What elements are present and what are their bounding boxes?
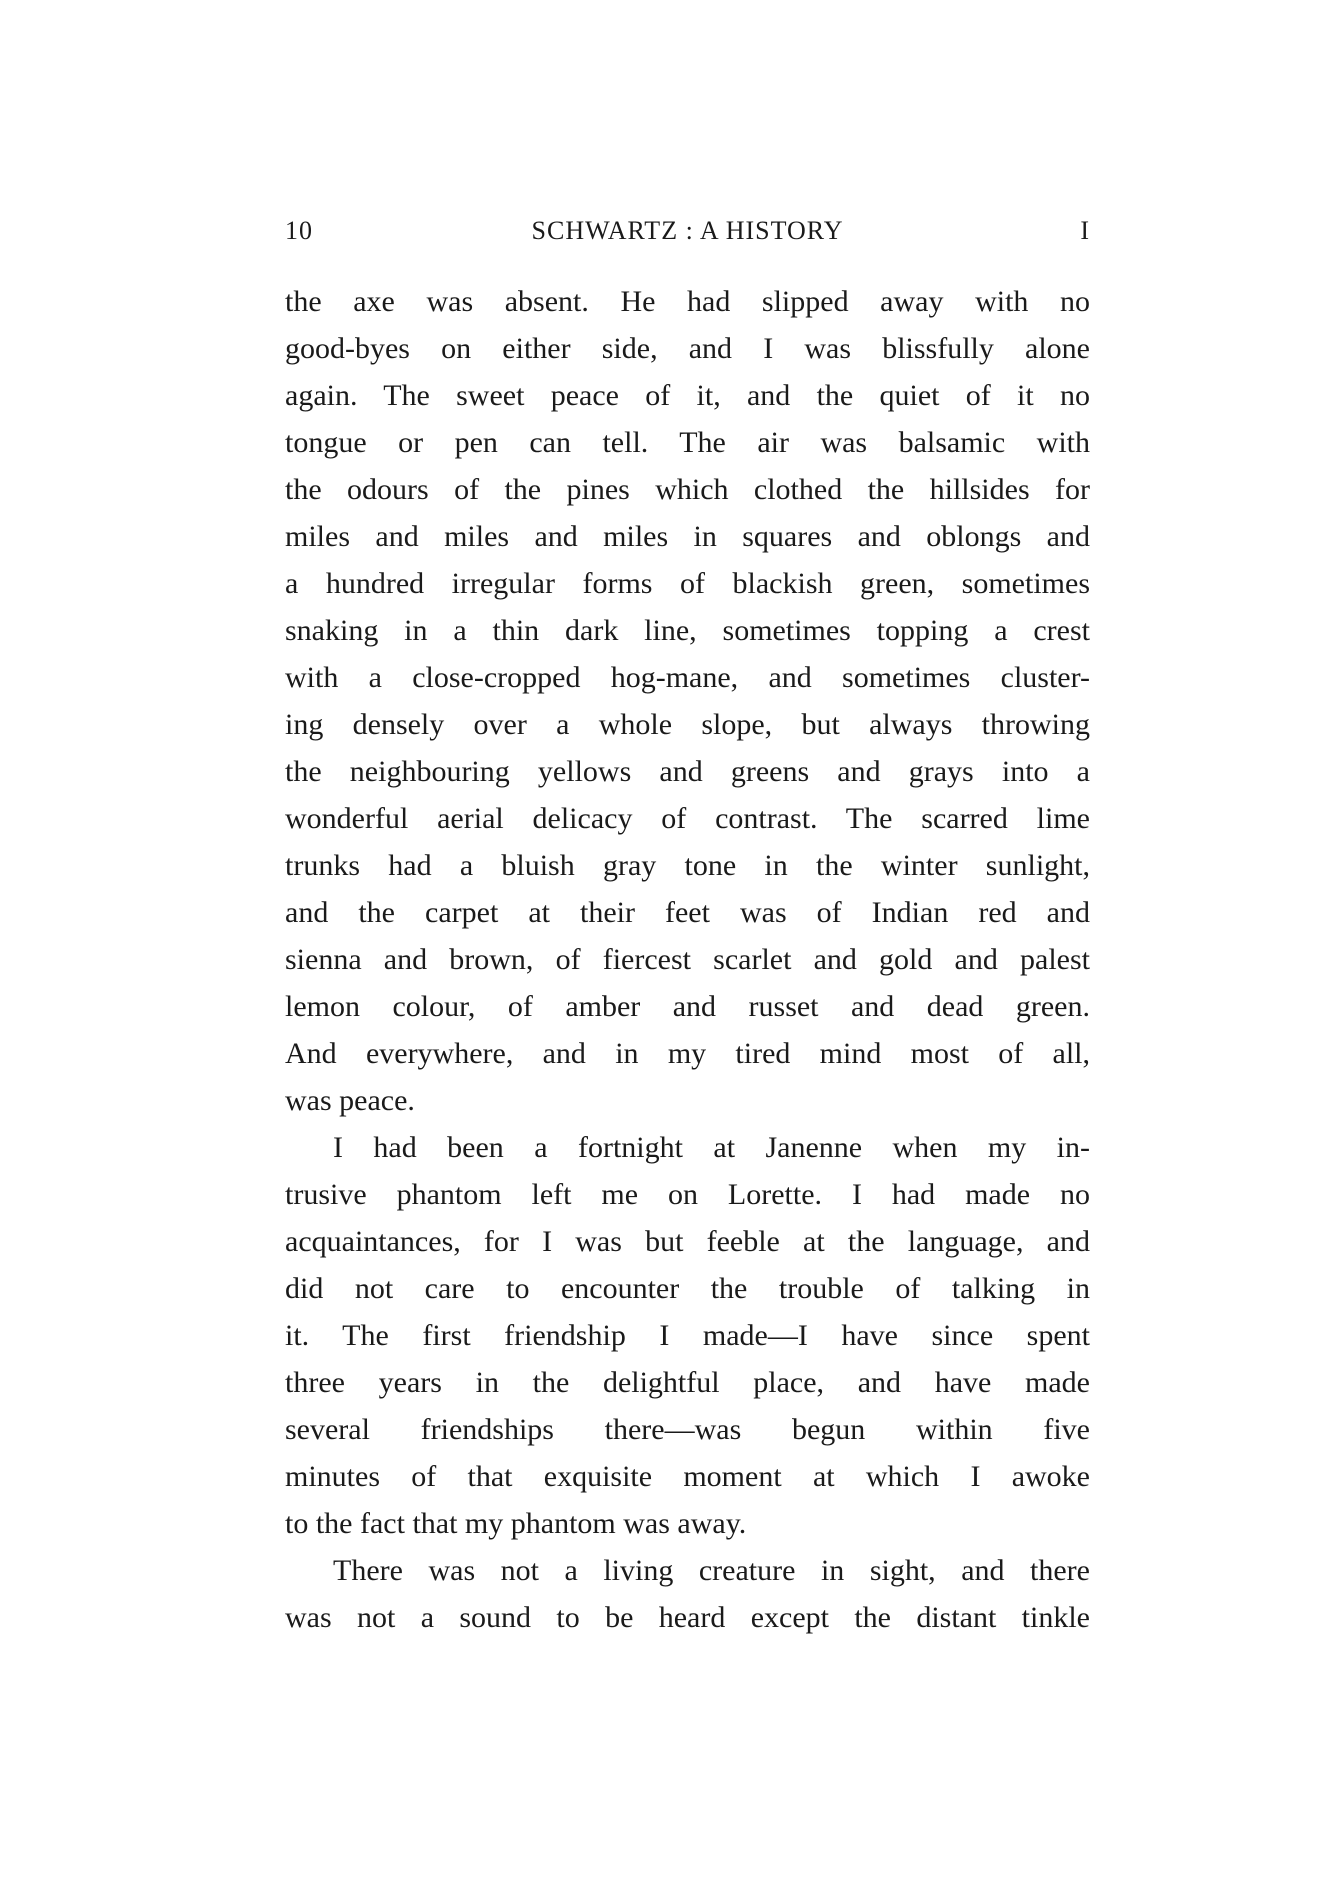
text-line: was peace. (285, 1084, 415, 1117)
text-line: lemon colour, of amber and russet and dead green. (285, 990, 1090, 1023)
text-line: it. The first friendship I made—I have since spent (285, 1319, 1090, 1352)
text-line: wonderful aerial delicacy of contrast. The scarred lime (285, 802, 1090, 835)
text-line: sienna and brown, of fiercest scarlet and gold and palest (285, 943, 1090, 976)
text-line: the axe was absent. He had slipped away with no (285, 285, 1090, 318)
text-line: tongue or pen can tell. The air was balsamic with (285, 426, 1090, 459)
text-line: There was not a living creature in sight, and there (333, 1554, 1090, 1587)
text-line: good-byes on either side, and I was blissfully alone (285, 332, 1090, 365)
text-line: minutes of that exquisite moment at which I awoke (285, 1460, 1090, 1493)
text-line: acquaintances, for I was but feeble at the language, and (285, 1225, 1090, 1258)
text-line: did not care to encounter the trouble of talking in (285, 1272, 1090, 1305)
text-line: three years in the delightful place, and have made (285, 1366, 1090, 1399)
text-line: the odours of the pines which clothed the hillsides for (285, 473, 1090, 506)
text-line: with a close-cropped hog-mane, and sometimes cluster- (285, 661, 1090, 694)
paragraph-3 (285, 1547, 1090, 1641)
text-line: I had been a fortnight at Janenne when my in- (333, 1131, 1090, 1164)
text-line: and the carpet at their feet was of Indian red and (285, 896, 1090, 929)
text-line: snaking in a thin dark line, sometimes topping a crest (285, 614, 1090, 647)
running-head (285, 216, 1090, 250)
body-text (285, 278, 1090, 1641)
text-line: several friendships there—was begun within five (285, 1413, 1090, 1446)
text-line: a hundred irregular forms of blackish green, sometimes (285, 567, 1090, 600)
text-line: trusive phantom left me on Lorette. I had made no (285, 1178, 1090, 1211)
text-line: again. The sweet peace of it, and the quiet of it no (285, 379, 1090, 412)
text-line: to the fact that my phantom was away. (285, 1507, 747, 1540)
paragraph-2 (285, 1124, 1090, 1547)
text-line: And everywhere, and in my tired mind most of all, (285, 1037, 1090, 1070)
chapter-number: I (1080, 216, 1090, 245)
running-title: SCHWARTZ : A HISTORY (531, 216, 844, 245)
text-line: was not a sound to be heard except the distant tinkle (285, 1601, 1090, 1634)
text-line: trunks had a bluish gray tone in the winter sunlight, (285, 849, 1090, 882)
page-number: 10 (285, 216, 313, 245)
text-line: the neighbouring yellows and greens and grays into a (285, 755, 1090, 788)
text-line: ing densely over a whole slope, but always throwing (285, 708, 1090, 741)
paragraph-1 (285, 278, 1090, 1124)
text-line: miles and miles and miles in squares and oblongs and (285, 520, 1090, 553)
